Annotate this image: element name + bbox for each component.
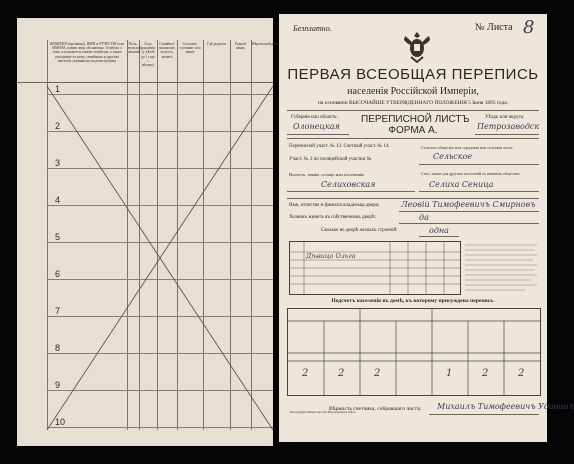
col-header-religion: Вѣроисповѣданіе (252, 42, 279, 46)
field-underline (429, 414, 539, 415)
col-header-marital: Семейное положеніе: холостъ, женатъ (158, 42, 176, 59)
outbuildings-entry: Дѣвица Ольга (306, 252, 356, 260)
owner-label: Имя, отчество и фамилія владельца двора: (289, 203, 380, 208)
line2-label: Участ. № 2 по полицейской участки № (289, 157, 372, 162)
summary-value: 2 (302, 368, 309, 379)
row-number: 6 (55, 269, 61, 279)
settlement-value: Селиховская (321, 180, 376, 189)
summary-value: 2 (518, 368, 525, 379)
summary-value: 2 (338, 368, 345, 379)
field-underline (475, 134, 539, 135)
row-number: 9 (55, 380, 61, 390)
census-title: ПЕРВАЯ ВСЕОБЩАЯ ПЕРЕПИСЬ (287, 66, 539, 83)
floor-value: одна (429, 226, 449, 235)
sheet-number-label: № Листа (475, 22, 513, 33)
summary-grid (288, 309, 540, 395)
row-number: 5 (55, 232, 61, 242)
row-number: 4 (55, 195, 61, 205)
rule (287, 110, 539, 111)
census-decree: на основаніи ВЫСОЧАЙШЕ УТВЕРЖДЕННАГО ПОЛОЖЕНІЯ 5 Іюня 1895 года. (318, 100, 508, 106)
summary-value: 2 (482, 368, 489, 379)
field-underline (399, 223, 539, 224)
col-header-sex: Полъ, мужской, женскій (128, 42, 143, 55)
household-label: Хозяинъ живетъ въ собственномъ дворѣ: (289, 215, 376, 220)
census-subtitle: населенія Россійской Имперіи, (347, 86, 479, 97)
side-instructions-text (465, 241, 539, 293)
row-number: 10 (55, 417, 66, 427)
field-underline (419, 236, 459, 237)
population-summary-table (287, 308, 541, 396)
sheet-number-value: 8 (523, 17, 535, 38)
left-census-page (17, 18, 279, 446)
row-number: 2 (55, 121, 61, 131)
district-label: Уѣздъ или округъ: (485, 115, 525, 120)
signature-label: Вѣрность счетчика, собравшаго листъ: (329, 406, 422, 412)
summary-title: Подсчетъ населенія въ домѣ, къ которому присуждена перепись. (331, 298, 495, 304)
household-value: да (419, 213, 429, 222)
rule (287, 198, 539, 199)
cancellation-cross (17, 18, 279, 446)
right-census-page (279, 14, 574, 442)
row-number: 3 (55, 158, 61, 168)
field-underline (287, 134, 349, 135)
line3-value: Селиха Сеница (429, 180, 494, 189)
form-title: ПЕРЕПИСНОЙ ЛИСТЪ (361, 114, 470, 125)
signature-value: Михаилъ Тимофеевичъ Удовинъ (437, 402, 574, 411)
village-label: Сельское общество или городская или сельская часть: (421, 145, 514, 150)
summary-value: 1 (446, 368, 453, 379)
col-header-estate: Сословіе, состояніе или званіе (179, 42, 201, 55)
printer-note: Типографія Министерства Внутреннихъ Дѣлъ (289, 410, 356, 414)
row-number: 7 (55, 306, 61, 316)
field-underline (287, 191, 415, 192)
field-underline (419, 164, 539, 165)
col-header-birthplace: Гдѣ родился (207, 42, 226, 46)
settlement-label: Волость, также, сельцо или поселенія: (289, 172, 365, 177)
province-label: Губернія или область: (291, 115, 338, 120)
summary-value: 2 (374, 368, 381, 379)
field-underline (399, 211, 539, 212)
district-value: Петрозаводск (477, 122, 540, 131)
outbuildings-table (289, 241, 461, 295)
row-number: 1 (55, 84, 61, 94)
census-area-label: Переписной участ. № 13. Счетный участ. № 14. (289, 144, 390, 149)
field-underline (419, 191, 539, 192)
line3-label: Село, также для другихъ поселеній съ именемъ общества: (421, 171, 521, 176)
province-value: Олонецкая (293, 122, 340, 131)
row-number: 8 (55, 343, 61, 353)
village-value: Сельское (433, 152, 473, 161)
col-header-language: Родной языкъ (234, 42, 247, 51)
outbuildings-grid (290, 242, 460, 294)
col-header-birth: Годъ рожденія (у дѣтей до 1 года — мѣсяцъ) (141, 42, 155, 68)
rule (287, 138, 539, 139)
owner-value: Леовій Тимофеевичъ Смирновъ (401, 200, 536, 209)
free-label: Безплатно. (293, 24, 332, 33)
double-headed-eagle-icon (399, 28, 435, 64)
col-header-name: ФАМИЛІЯ (прозвище), ИМЯ и ОТЧЕСТВО или ИМЕНА, коими лица обозначены. Отмѣтка о томъ, кто является главою хозяйства, а также отношение къ нему, семейныхъ и другихъ жителей, указанныхъ въ регистрациях (49, 42, 125, 63)
floor-label: Сколько во дворѣ жилыхъ строеній: (321, 228, 398, 233)
form-subtitle: ФОРМА А. (388, 125, 438, 136)
